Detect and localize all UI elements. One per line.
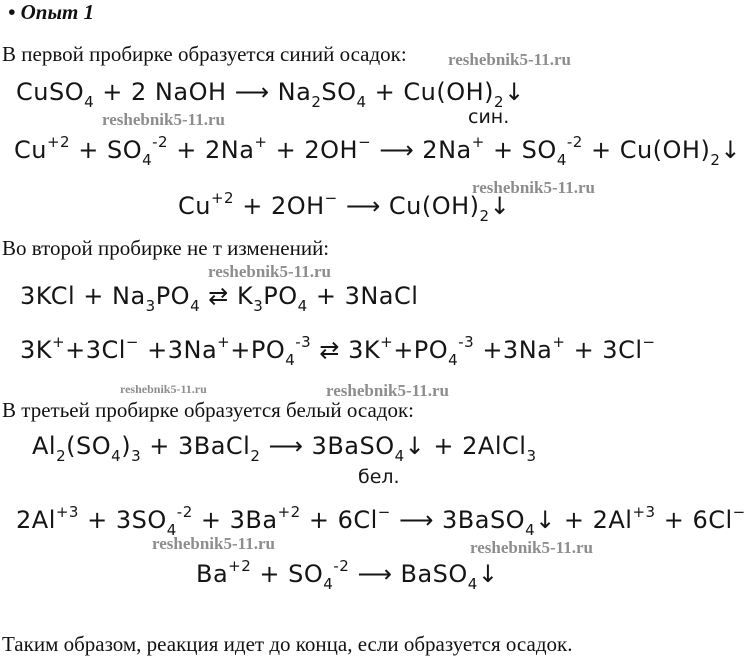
note-blue: син.	[468, 106, 510, 128]
equation-cuso4-full-ionic: $Cu^{+2} + SO_4^{-2} + 2Na^+ + 2OH^-$ ⟶ $2Na^+ + SO_4^{-2}$ + $Cu(OH)_2↓$	[14, 133, 741, 169]
watermark: reshebnik5-11.ru	[472, 178, 595, 197]
equation-kcl-ionic: $3K^++3Cl^- +3Na^++PO_4^{-3}$ ⇄ $3K^++PO_4^{-3} +3Na^+ + 3Cl^-$	[20, 333, 656, 369]
watermark: reshebnik5-11.ru	[152, 534, 275, 553]
watermark: reshebnik5-11.ru	[208, 262, 331, 281]
paragraph-first-tube: В первой пробирке образуется синий осадок:	[2, 42, 407, 66]
section-heading: • Опыт 1	[8, 0, 95, 24]
equation-cuso4-short-ionic: $Cu^{+2} + 2OH^-$ ⟶ $Cu(OH)_2↓$	[178, 189, 511, 225]
equation-baso4-short-ionic: $Ba^{+2} + SO_4^{-2}$ ⟶ BaSO$_4$↓	[196, 557, 499, 593]
equation-al2so43-full-ionic: $2Al^{+3} + 3SO_4^{-2} + 3Ba^{+2} + 6Cl^-$ ⟶ 3BaSO$_4$↓ + $2Al^{+3} + 6Cl^-$	[16, 503, 746, 539]
watermark: reshebnik5-11.ru	[102, 110, 225, 129]
equation-al2so43-molecular: $Al_2(SO_4)_3$ + 3BaCl$_2$ ⟶ 3BaSO$_4$↓ + 2AlCl$_3$	[32, 432, 537, 465]
watermark: reshebnik5-11.ru	[326, 381, 449, 400]
watermark: reshebnik5-11.ru	[470, 538, 593, 557]
equation-cuso4-molecular: CuSO$_4$ + 2 NaOH ⟶ $Na_2SO_4$ + $Cu(OH)_2↓$	[16, 78, 525, 111]
paragraph-third-tube: В третьей пробирке образуется белый осадок:	[2, 398, 415, 422]
watermark: reshebnik5-11.ru	[120, 382, 207, 396]
paragraph-conclusion: Таким образом, реакция идет до конца, если образуется осадок.	[2, 632, 573, 656]
paragraph-second-tube: Во второй пробирке не т изменений:	[2, 236, 330, 260]
watermark: reshebnik5-11.ru	[448, 50, 571, 69]
equation-kcl-molecular: $3KCl + Na_3PO_4$ ⇄ $K_3PO_4$ + 3NaCl	[20, 282, 419, 315]
note-white: бел.	[358, 466, 400, 488]
